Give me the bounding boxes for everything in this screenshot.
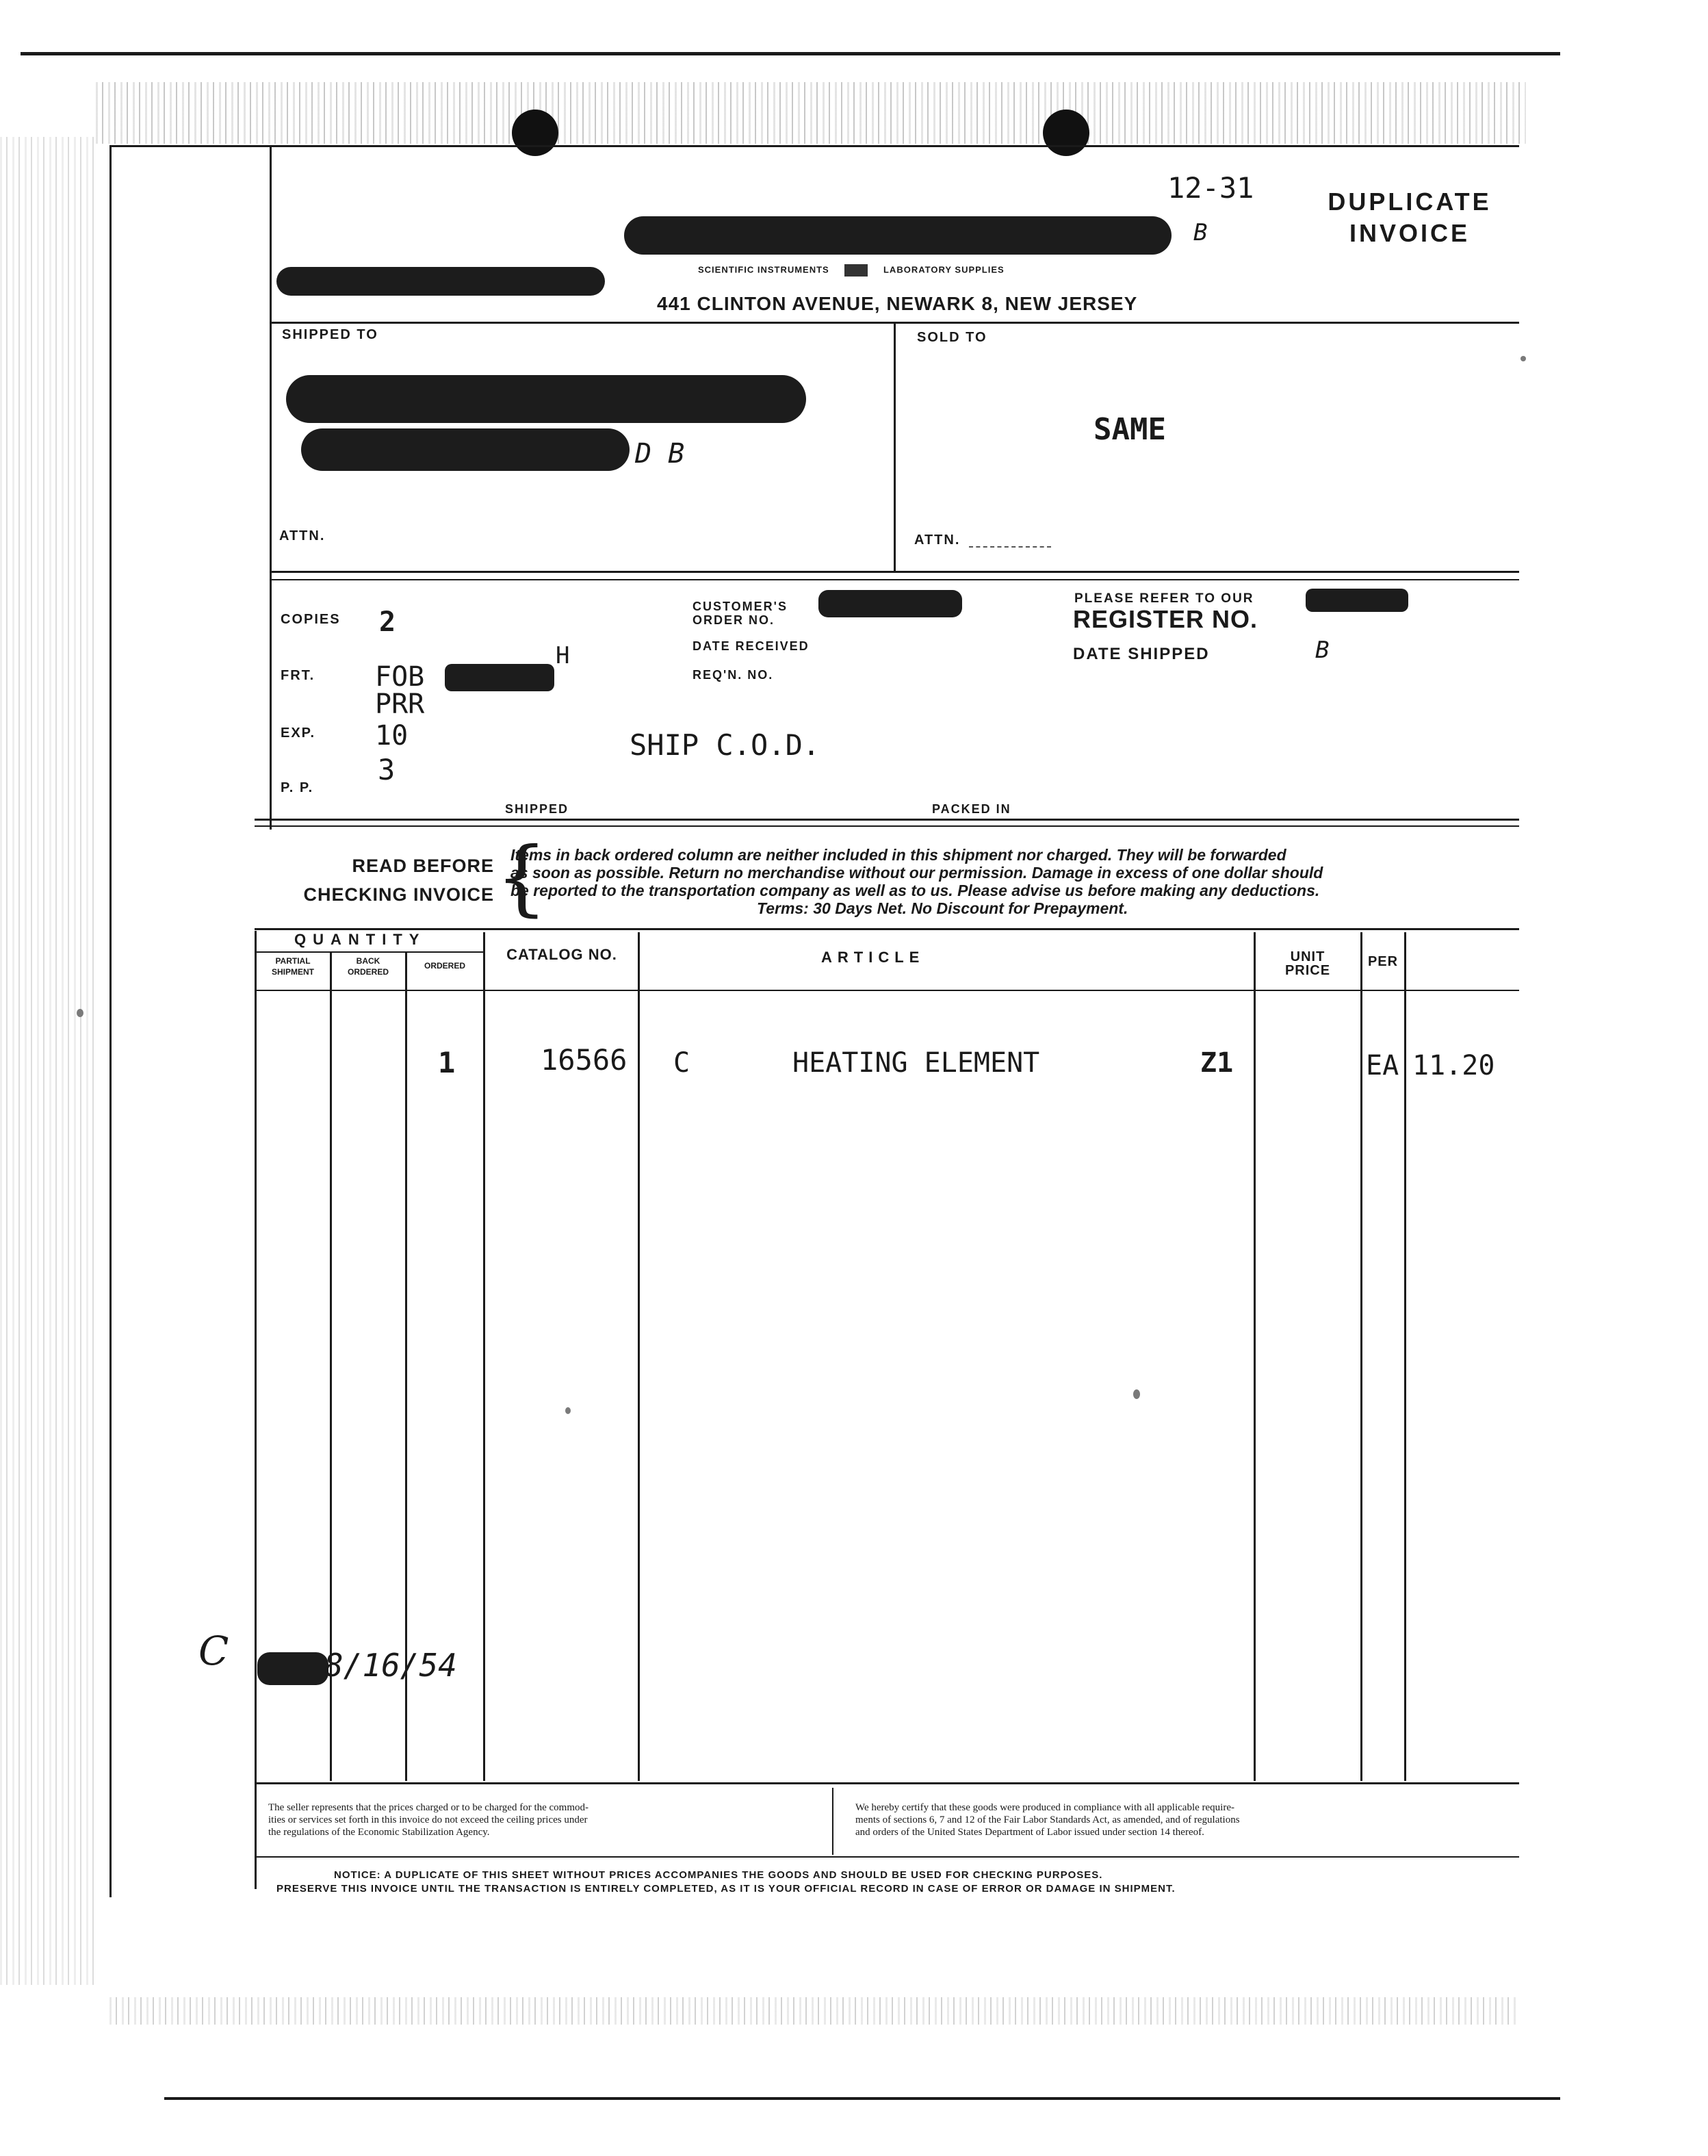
bottom-edge-line xyxy=(164,2097,1560,2100)
certify-text-line2: ments of sections 6, 7 and 12 of the Fair Labor Standards Act, as amended, and of regulations xyxy=(855,1814,1240,1825)
frt-value-line2: PRR xyxy=(375,689,425,720)
shipped-to-handwritten-suffix: D B xyxy=(635,438,685,470)
col-rule-ordered-catalog xyxy=(483,932,485,1781)
col-rule-unit-per xyxy=(1360,932,1362,1781)
duplicate-notice xyxy=(276,1869,1519,1896)
footer-rule xyxy=(255,1856,1519,1858)
left-header-redaction xyxy=(276,267,605,296)
read-before-heading-line1: READ BEFORE xyxy=(352,856,494,876)
company-name-redaction xyxy=(624,216,1172,255)
certify-text-line1: We hereby certify that these goods were produced in compliance with all applicable require- xyxy=(855,1802,1234,1813)
quantity-header: QUANTITY xyxy=(294,931,426,948)
notice-line1: NOTICE: A DUPLICATE OF THIS SHEET WITHOUT PRICES ACCOMPANIES THE GOODS AND SHOULD BE USED FOR CHECKING PURPOSES. xyxy=(334,1869,1103,1881)
handwritten-note-prefix: C xyxy=(198,1628,229,1674)
read-before-text-line3: be reported to the transportation company as well as to us. Please advise us before making any deductions. xyxy=(510,882,1320,899)
seller-text-line1: The seller represents that the prices charged or to be charged for the commod- xyxy=(268,1802,589,1813)
col-rule-article-unit xyxy=(1254,932,1256,1781)
customers-order-label-line2: ORDER NO. xyxy=(693,613,775,627)
frt-value-line1: FOB xyxy=(375,661,425,693)
date-received-label: DATE RECEIVED xyxy=(693,639,810,653)
notice-line2: PRESERVE THIS INVOICE UNTIL THE TRANSACTION IS ENTIRELY COMPLETED, AS IT IS YOUR OFFICIAL RECORD IN CASE OF ERROR OR DAMAGE IN SHIPMENT. xyxy=(276,1883,1176,1895)
row-per: EA xyxy=(1366,1050,1399,1081)
shipped-to-attn-label: ATTN. xyxy=(279,528,326,543)
company-address: 441 CLINTON AVENUE, NEWARK 8, NEW JERSEY xyxy=(657,293,1138,314)
shipped-to-redaction xyxy=(286,375,806,423)
speck xyxy=(1133,1389,1140,1399)
row-amount: 11.20 xyxy=(1412,1050,1495,1081)
col-partial-line1: PARTIAL xyxy=(275,956,311,966)
col-back-ordered xyxy=(331,955,405,977)
customer-order-redaction xyxy=(818,590,962,617)
table-top-rule xyxy=(255,928,1519,930)
reqn-label: REQ'N. NO. xyxy=(693,668,774,682)
col-per: PER xyxy=(1367,954,1399,969)
document-type xyxy=(1300,186,1519,249)
top-edge-line xyxy=(21,52,1560,55)
handwritten-date: 12-31 xyxy=(1167,171,1254,205)
order-info-bottom-rule-2 xyxy=(255,825,1519,827)
table-bottom-rule xyxy=(255,1782,1519,1784)
company-tagline xyxy=(698,264,1136,277)
col-article: ARTICLE xyxy=(821,949,925,966)
col-ordered: ORDERED xyxy=(424,961,465,971)
certify-text-line3: and orders of the United States Department of Labor issued under section 14 thereof. xyxy=(855,1827,1204,1838)
handwritten-note-date: 8/16/54 xyxy=(324,1647,457,1684)
scan-noise-bottom xyxy=(109,1997,1519,2025)
form-left-outer-rule xyxy=(109,145,112,1897)
read-before-text-line2: as soon as possible. Return no merchandise without our permission. Damage in excess of one dollar should xyxy=(510,864,1323,882)
col-partial-line2: SHIPMENT xyxy=(271,967,314,977)
row-article-code: C xyxy=(673,1047,690,1079)
customers-order-label-line1: CUSTOMER'S xyxy=(693,600,788,613)
register-label: REGISTER NO. xyxy=(1073,605,1258,633)
sold-to-attn-line xyxy=(969,546,1051,548)
form-top-rule xyxy=(109,145,1519,147)
footer-divider xyxy=(832,1788,833,1855)
table-header-bottom-rule xyxy=(256,990,1519,991)
col-unit-price xyxy=(1256,950,1359,977)
punch-hole-right xyxy=(1043,110,1089,156)
date-shipped-mark: B xyxy=(1315,637,1330,664)
read-before-heading-line2: CHECKING INVOICE xyxy=(303,884,494,905)
pp-value: 3 xyxy=(378,753,396,786)
sold-to-label: SOLD TO xyxy=(917,330,987,345)
date-shipped-label: DATE SHIPPED xyxy=(1073,645,1210,663)
punch-hole-left xyxy=(512,110,558,156)
shipped-to-label: SHIPPED TO xyxy=(282,327,378,342)
col-rule-per-amount xyxy=(1404,932,1406,1781)
address-divider xyxy=(894,322,896,572)
sold-to-value: SAME xyxy=(1094,412,1166,447)
shipped-label: SHIPPED xyxy=(505,802,569,816)
scan-noise-left xyxy=(0,137,96,1985)
speck xyxy=(77,1009,83,1017)
form-left-lower-rule xyxy=(255,931,257,1889)
company-tagline-left: SCIENTIFIC INSTRUMENTS xyxy=(698,264,829,275)
sold-to-attn-label: ATTN. xyxy=(914,532,961,548)
row-ordered: 1 xyxy=(438,1046,456,1079)
document-type-line2: INVOICE xyxy=(1349,219,1471,247)
frt-redaction xyxy=(445,664,554,691)
frt-mark: H xyxy=(556,642,570,669)
handwritten-mark-b: B xyxy=(1193,219,1208,246)
form-left-inner-rule xyxy=(270,145,272,830)
address-bottom-rule xyxy=(270,571,1519,573)
read-before-text-line1: Items in back ordered column are neither included in this shipment nor charged. They will be forwarded xyxy=(510,846,1286,864)
seller-text-line3: the regulations of the Economic Stabilization Agency. xyxy=(268,1827,490,1838)
order-info-top-rule xyxy=(270,579,1519,580)
company-logo-icon xyxy=(844,264,868,277)
ship-instruction: SHIP C.O.D. xyxy=(630,728,820,762)
read-before-terms: Terms: 30 Days Net. No Discount for Prepayment. xyxy=(757,899,1128,917)
seller-representation-text xyxy=(268,1801,823,1838)
frt-label: FRT. xyxy=(281,668,315,683)
pp-label: P. P. xyxy=(281,780,314,795)
row-article-suffix: Z1 xyxy=(1200,1047,1234,1079)
read-before-text xyxy=(510,846,1507,917)
seller-text-line2: ities or services set forth in this invoice do not exceed the ceiling prices under xyxy=(268,1814,588,1825)
copies-value: 2 xyxy=(379,606,396,638)
col-rule-catalog-article xyxy=(638,932,640,1781)
col-back-line2: ORDERED xyxy=(347,967,389,977)
scan-noise-top xyxy=(96,82,1526,144)
col-unit-line2: PRICE xyxy=(1284,963,1331,978)
col-unit-line1: UNIT xyxy=(1290,949,1325,964)
read-before-heading xyxy=(274,851,494,909)
shipped-to-redaction-2 xyxy=(301,428,630,471)
speck xyxy=(565,1407,571,1414)
order-info-bottom-rule xyxy=(255,819,1519,821)
packed-in-label: PACKED IN xyxy=(932,802,1011,816)
company-tagline-right: LABORATORY SUPPLIES xyxy=(883,264,1005,275)
register-no-redaction xyxy=(1306,589,1408,612)
customers-order-label xyxy=(693,600,788,627)
handwritten-note-redaction xyxy=(257,1652,328,1685)
speck xyxy=(1521,356,1526,361)
row-catalog-no: 16566 xyxy=(541,1043,627,1077)
document-type-line1: DUPLICATE xyxy=(1328,188,1492,216)
labor-certification-text xyxy=(855,1801,1512,1838)
col-partial-shipment xyxy=(256,955,330,977)
exp-value: 10 xyxy=(375,720,409,752)
read-before-brace: { xyxy=(495,830,548,925)
row-article: HEATING ELEMENT xyxy=(792,1047,1040,1079)
col-back-line1: BACK xyxy=(356,956,380,966)
please-refer-label: PLEASE REFER TO OUR xyxy=(1074,591,1254,606)
exp-label: EXP. xyxy=(281,726,315,741)
col-catalog-no: CATALOG NO. xyxy=(506,946,617,963)
copies-label: COPIES xyxy=(281,612,341,627)
quantity-header-rule xyxy=(256,951,484,953)
